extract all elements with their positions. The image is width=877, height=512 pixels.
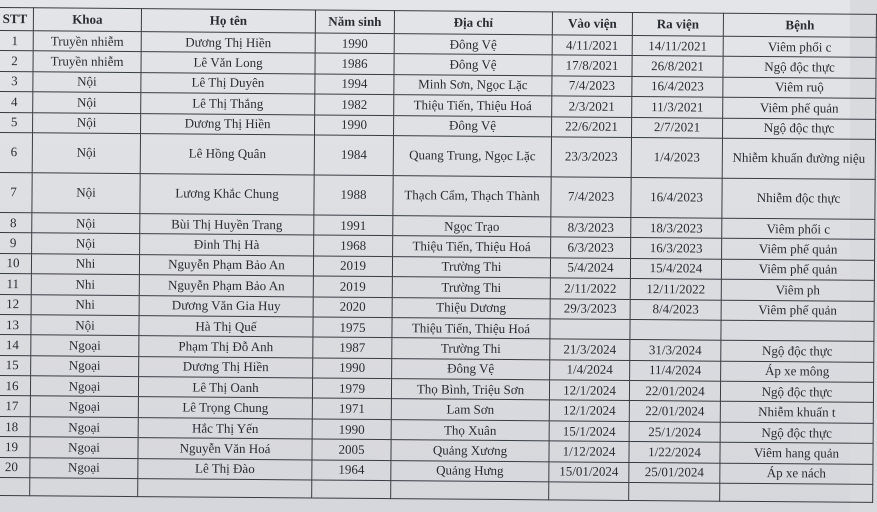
- cell-benh: [721, 320, 874, 342]
- cell-ra-vien: [630, 319, 721, 340]
- cell-nam-sinh: 2005: [312, 439, 391, 460]
- cell-ho-ten: Lê Hồng Quân: [140, 134, 314, 175]
- cell-nam-sinh: 1971: [312, 398, 391, 419]
- cell-dia-chi: Quảng Hưng: [391, 460, 549, 482]
- cell-nam-sinh: 1994: [315, 74, 394, 95]
- cell-ho-ten: Nguyễn Phạm Bảo An: [139, 275, 313, 297]
- cell-khoa: Nội: [32, 133, 140, 174]
- cell-vao-vien: 22/6/2021: [551, 116, 631, 137]
- cell-ra-vien: 8/4/2023: [630, 299, 721, 320]
- cell-stt: 4: [0, 92, 33, 113]
- cell-stt: 20: [0, 457, 30, 478]
- cell-stt: 2: [0, 51, 33, 72]
- cell-vao-vien: 29/3/2023: [550, 298, 630, 319]
- cell-ho-ten: Nguyễn Phạm Bảo An: [139, 254, 313, 276]
- cell-vao-vien: 2/3/2021: [552, 96, 632, 117]
- cell-dia-chi: Ngọc Trạo: [393, 216, 551, 238]
- cell-khoa: Ngoại: [31, 335, 139, 356]
- cell-ra-vien: 25/1/2024: [629, 421, 720, 442]
- cell-benh: Viêm phế quản: [721, 300, 874, 322]
- cell-ho-ten: Dương Thị Hiền: [141, 32, 315, 54]
- cell-ho-ten: Dương Thị Hiền: [139, 356, 313, 378]
- cell-dia-chi: Thọ Xuân: [391, 419, 549, 441]
- cell-khoa: Nội: [33, 92, 141, 113]
- cell-benh: Viêm phế quản: [723, 97, 876, 119]
- cell-vao-vien: 8/3/2023: [551, 217, 631, 238]
- cell-khoa: Ngoại: [30, 437, 138, 458]
- cell-benh: Viêm phế quản: [722, 239, 875, 261]
- cell-vao-vien: [550, 319, 630, 340]
- cell-vao-vien: 6/3/2023: [551, 237, 631, 258]
- cell-stt: 3: [0, 71, 33, 92]
- cell-benh: Viêm phổi c: [722, 218, 875, 240]
- cell-khoa: Nhi: [31, 254, 139, 275]
- cell-khoa: Truyền nhiễm: [33, 31, 141, 52]
- cell-ho-ten: Lê Trọng Chung: [138, 397, 312, 419]
- cell-ra-vien: 31/3/2024: [630, 340, 721, 361]
- cell-stt: 19: [0, 437, 30, 458]
- cell-nam-sinh: 2019: [313, 276, 392, 297]
- cell-khoa: Nhi: [31, 294, 139, 315]
- cell-stt: 17: [0, 396, 30, 417]
- cell-benh: Ngộ độc thực: [721, 341, 874, 363]
- cell-nam-sinh: 1979: [312, 378, 391, 399]
- empty-cell: [30, 478, 138, 497]
- cell-ra-vien: 14/11/2021: [632, 35, 723, 56]
- cell-dia-chi: Quang Trung, Ngọc Lặc: [393, 136, 551, 177]
- cell-khoa: Ngoại: [30, 376, 138, 397]
- empty-cell: [312, 480, 391, 499]
- cell-dia-chi: Trường Thi: [392, 256, 550, 278]
- cell-stt: 6: [0, 132, 33, 172]
- cell-ra-vien: 26/8/2021: [632, 56, 723, 77]
- cell-ra-vien: 11/4/2024: [630, 360, 721, 381]
- cell-benh: Viêm ph: [721, 279, 874, 301]
- header-ho-ten: Họ tên: [141, 9, 315, 33]
- cell-ho-ten: Lê Thị Oanh: [138, 377, 312, 399]
- patient-table: [0, 7, 877, 503]
- cell-nam-sinh: 1968: [314, 235, 393, 256]
- header-vao-vien: Vào viện: [552, 12, 632, 36]
- cell-ra-vien: 18/3/2023: [631, 217, 722, 238]
- table-body: [0, 31, 876, 503]
- cell-dia-chi: Thạch Cẩm, Thạch Thành: [393, 176, 551, 217]
- empty-cell: [391, 481, 549, 500]
- cell-stt: 10: [0, 253, 32, 274]
- cell-nam-sinh: 1964: [312, 460, 391, 481]
- cell-dia-chi: Thiệu Dương: [392, 297, 550, 319]
- cell-dia-chi: Lam Sơn: [391, 399, 549, 421]
- cell-nam-sinh: 1984: [314, 135, 393, 176]
- cell-khoa: Ngoại: [30, 457, 138, 478]
- cell-nam-sinh: 1990: [313, 358, 392, 379]
- cell-nam-sinh: 1975: [313, 317, 392, 338]
- cell-stt: 18: [0, 416, 30, 437]
- cell-vao-vien: 5/4/2024: [550, 258, 630, 279]
- header-nam-sinh: Năm sinh: [315, 10, 394, 34]
- cell-ho-ten: Lê Thị Đào: [138, 458, 312, 480]
- cell-stt: 13: [0, 314, 31, 335]
- cell-vao-vien: 1/12/2024: [549, 441, 629, 462]
- cell-nam-sinh: 1990: [315, 115, 394, 136]
- cell-ra-vien: 11/3/2021: [632, 97, 723, 118]
- cell-ho-ten: Dương Văn Gia Huy: [139, 295, 313, 317]
- cell-ra-vien: 15/4/2024: [630, 258, 721, 279]
- empty-cell: [138, 479, 312, 498]
- empty-cell: [629, 483, 720, 502]
- cell-stt: 5: [0, 112, 33, 133]
- cell-ho-ten: Hà Thị Quế: [139, 316, 313, 338]
- cell-ho-ten: Lê Thị Duyên: [141, 72, 315, 94]
- cell-ho-ten: Phạm Thị Đỗ Anh: [139, 336, 313, 358]
- cell-dia-chi: Thiệu Tiến, Thiệu Hoá: [392, 318, 550, 340]
- empty-cell: [549, 482, 629, 501]
- cell-vao-vien: 12/1/2024: [549, 400, 629, 421]
- header-stt: STT: [0, 8, 33, 31]
- cell-stt: 16: [0, 376, 31, 397]
- cell-dia-chi: Thọ Bình, Triệu Sơn: [391, 379, 549, 401]
- cell-dia-chi: Đông Vệ: [394, 54, 552, 76]
- cell-benh: Áp xe mông: [721, 361, 874, 383]
- cell-stt: 1: [0, 31, 33, 52]
- cell-khoa: Nội: [33, 72, 141, 93]
- cell-stt: 15: [0, 355, 31, 376]
- cell-khoa: Nội: [32, 213, 140, 234]
- cell-vao-vien: 7/4/2023: [552, 76, 632, 97]
- cell-ho-ten: Lê Thị Thắng: [141, 93, 315, 115]
- cell-nam-sinh: 1988: [314, 175, 393, 216]
- cell-vao-vien: 2/11/2022: [550, 278, 630, 299]
- cell-nam-sinh: 1990: [312, 419, 391, 440]
- cell-benh: Viêm phổi c: [723, 36, 876, 58]
- cell-dia-chi: Đông Vệ: [394, 115, 552, 137]
- cell-khoa: Ngoại: [30, 417, 138, 438]
- header-ra-vien: Ra viện: [632, 12, 723, 36]
- cell-vao-vien: 4/11/2021: [552, 35, 632, 56]
- cell-ho-ten: Dương Thị Hiền: [141, 113, 315, 135]
- cell-stt: 7: [0, 172, 32, 212]
- cell-nam-sinh: 1986: [315, 53, 394, 74]
- cell-benh: Nhiễm khuẩn đường niệu: [722, 138, 875, 179]
- cell-dia-chi: Thiệu Tiến, Thiệu Hoá: [393, 236, 551, 258]
- cell-benh: Ngộ độc thực: [720, 422, 873, 444]
- cell-ho-ten: Đinh Thị Hà: [140, 234, 314, 256]
- cell-khoa: Nội: [33, 112, 141, 133]
- cell-dia-chi: Đông Vệ: [392, 358, 550, 380]
- cell-benh: Nhiễm độc thực: [722, 178, 875, 219]
- cell-ra-vien: 1/22/2024: [629, 442, 720, 463]
- cell-stt: 8: [0, 212, 32, 233]
- table-row: [0, 172, 875, 219]
- cell-benh: Viêm phế quản: [721, 259, 874, 281]
- cell-nam-sinh: 2019: [313, 256, 392, 277]
- cell-benh: Ngộ độc thực: [720, 381, 873, 403]
- cell-khoa: Nội: [32, 173, 140, 214]
- cell-ra-vien: 2/7/2021: [631, 117, 722, 138]
- cell-dia-chi: Minh Sơn, Ngọc Lặc: [394, 74, 552, 96]
- cell-nam-sinh: 2020: [313, 297, 392, 318]
- cell-dia-chi: Trường Thi: [392, 338, 550, 360]
- cell-ho-ten: Hắc Thị Yến: [138, 417, 312, 439]
- cell-benh: Ngộ độc thực: [723, 57, 876, 79]
- cell-ho-ten: Nguyễn Văn Hoá: [138, 438, 312, 460]
- cell-nam-sinh: 1987: [313, 337, 392, 358]
- cell-khoa: Nội: [31, 315, 139, 336]
- cell-benh: Ngộ độc thực: [722, 118, 875, 140]
- cell-khoa: Nội: [32, 233, 140, 254]
- empty-cell: [720, 483, 873, 502]
- cell-stt: 14: [0, 335, 31, 356]
- cell-vao-vien: 12/1/2024: [549, 380, 629, 401]
- cell-ho-ten: Bùi Thị Huyền Trang: [140, 214, 314, 236]
- cell-vao-vien: 7/4/2023: [551, 177, 631, 218]
- cell-khoa: Nhi: [31, 274, 139, 295]
- cell-vao-vien: 1/4/2024: [550, 360, 630, 381]
- cell-khoa: Truyền nhiễm: [33, 51, 141, 72]
- cell-ho-ten: Lương Khắc Chung: [140, 174, 314, 215]
- cell-khoa: Ngoại: [31, 355, 139, 376]
- cell-benh: Viêm hang quản: [720, 442, 873, 464]
- table-row: [0, 132, 875, 179]
- cell-ra-vien: 22/01/2024: [629, 401, 720, 422]
- cell-vao-vien: 23/3/2023: [551, 137, 631, 178]
- cell-nam-sinh: 1991: [314, 215, 393, 236]
- cell-ho-ten: Lê Văn Long: [141, 52, 315, 74]
- cell-vao-vien: 17/8/2021: [552, 55, 632, 76]
- cell-ra-vien: 12/11/2022: [630, 279, 721, 300]
- cell-ra-vien: 22/01/2024: [629, 381, 720, 402]
- cell-ra-vien: 16/4/2023: [631, 177, 722, 218]
- cell-dia-chi: Đông Vệ: [394, 34, 552, 56]
- header-benh: Bệnh: [723, 13, 876, 37]
- cell-ra-vien: 16/4/2023: [632, 76, 723, 97]
- cell-dia-chi: Trường Thi: [392, 277, 550, 299]
- cell-ra-vien: 25/01/2024: [629, 462, 720, 483]
- cell-dia-chi: Quảng Xương: [391, 440, 549, 462]
- cell-vao-vien: 15/01/2024: [549, 461, 629, 482]
- cell-nam-sinh: 1982: [315, 94, 394, 115]
- cell-vao-vien: 21/3/2024: [550, 339, 630, 360]
- empty-cell: [0, 478, 30, 496]
- cell-benh: Áp xe nách: [720, 463, 873, 485]
- cell-ra-vien: 16/3/2023: [631, 238, 722, 259]
- cell-vao-vien: 15/1/2024: [549, 421, 629, 442]
- cell-nam-sinh: 1990: [315, 33, 394, 54]
- cell-ra-vien: 1/4/2023: [631, 137, 722, 178]
- cell-benh: Nhiễm khuẩn t: [720, 402, 873, 424]
- cell-khoa: Ngoại: [30, 396, 138, 417]
- cell-stt: 11: [0, 274, 31, 295]
- header-khoa: Khoa: [33, 8, 141, 32]
- cell-dia-chi: Thiệu Tiến, Thiệu Hoá: [394, 95, 552, 117]
- cell-stt: 12: [0, 294, 31, 315]
- cell-benh: Viêm ruộ: [723, 77, 876, 99]
- cell-stt: 9: [0, 233, 32, 254]
- header-dia-chi: Địa chỉ: [394, 11, 552, 35]
